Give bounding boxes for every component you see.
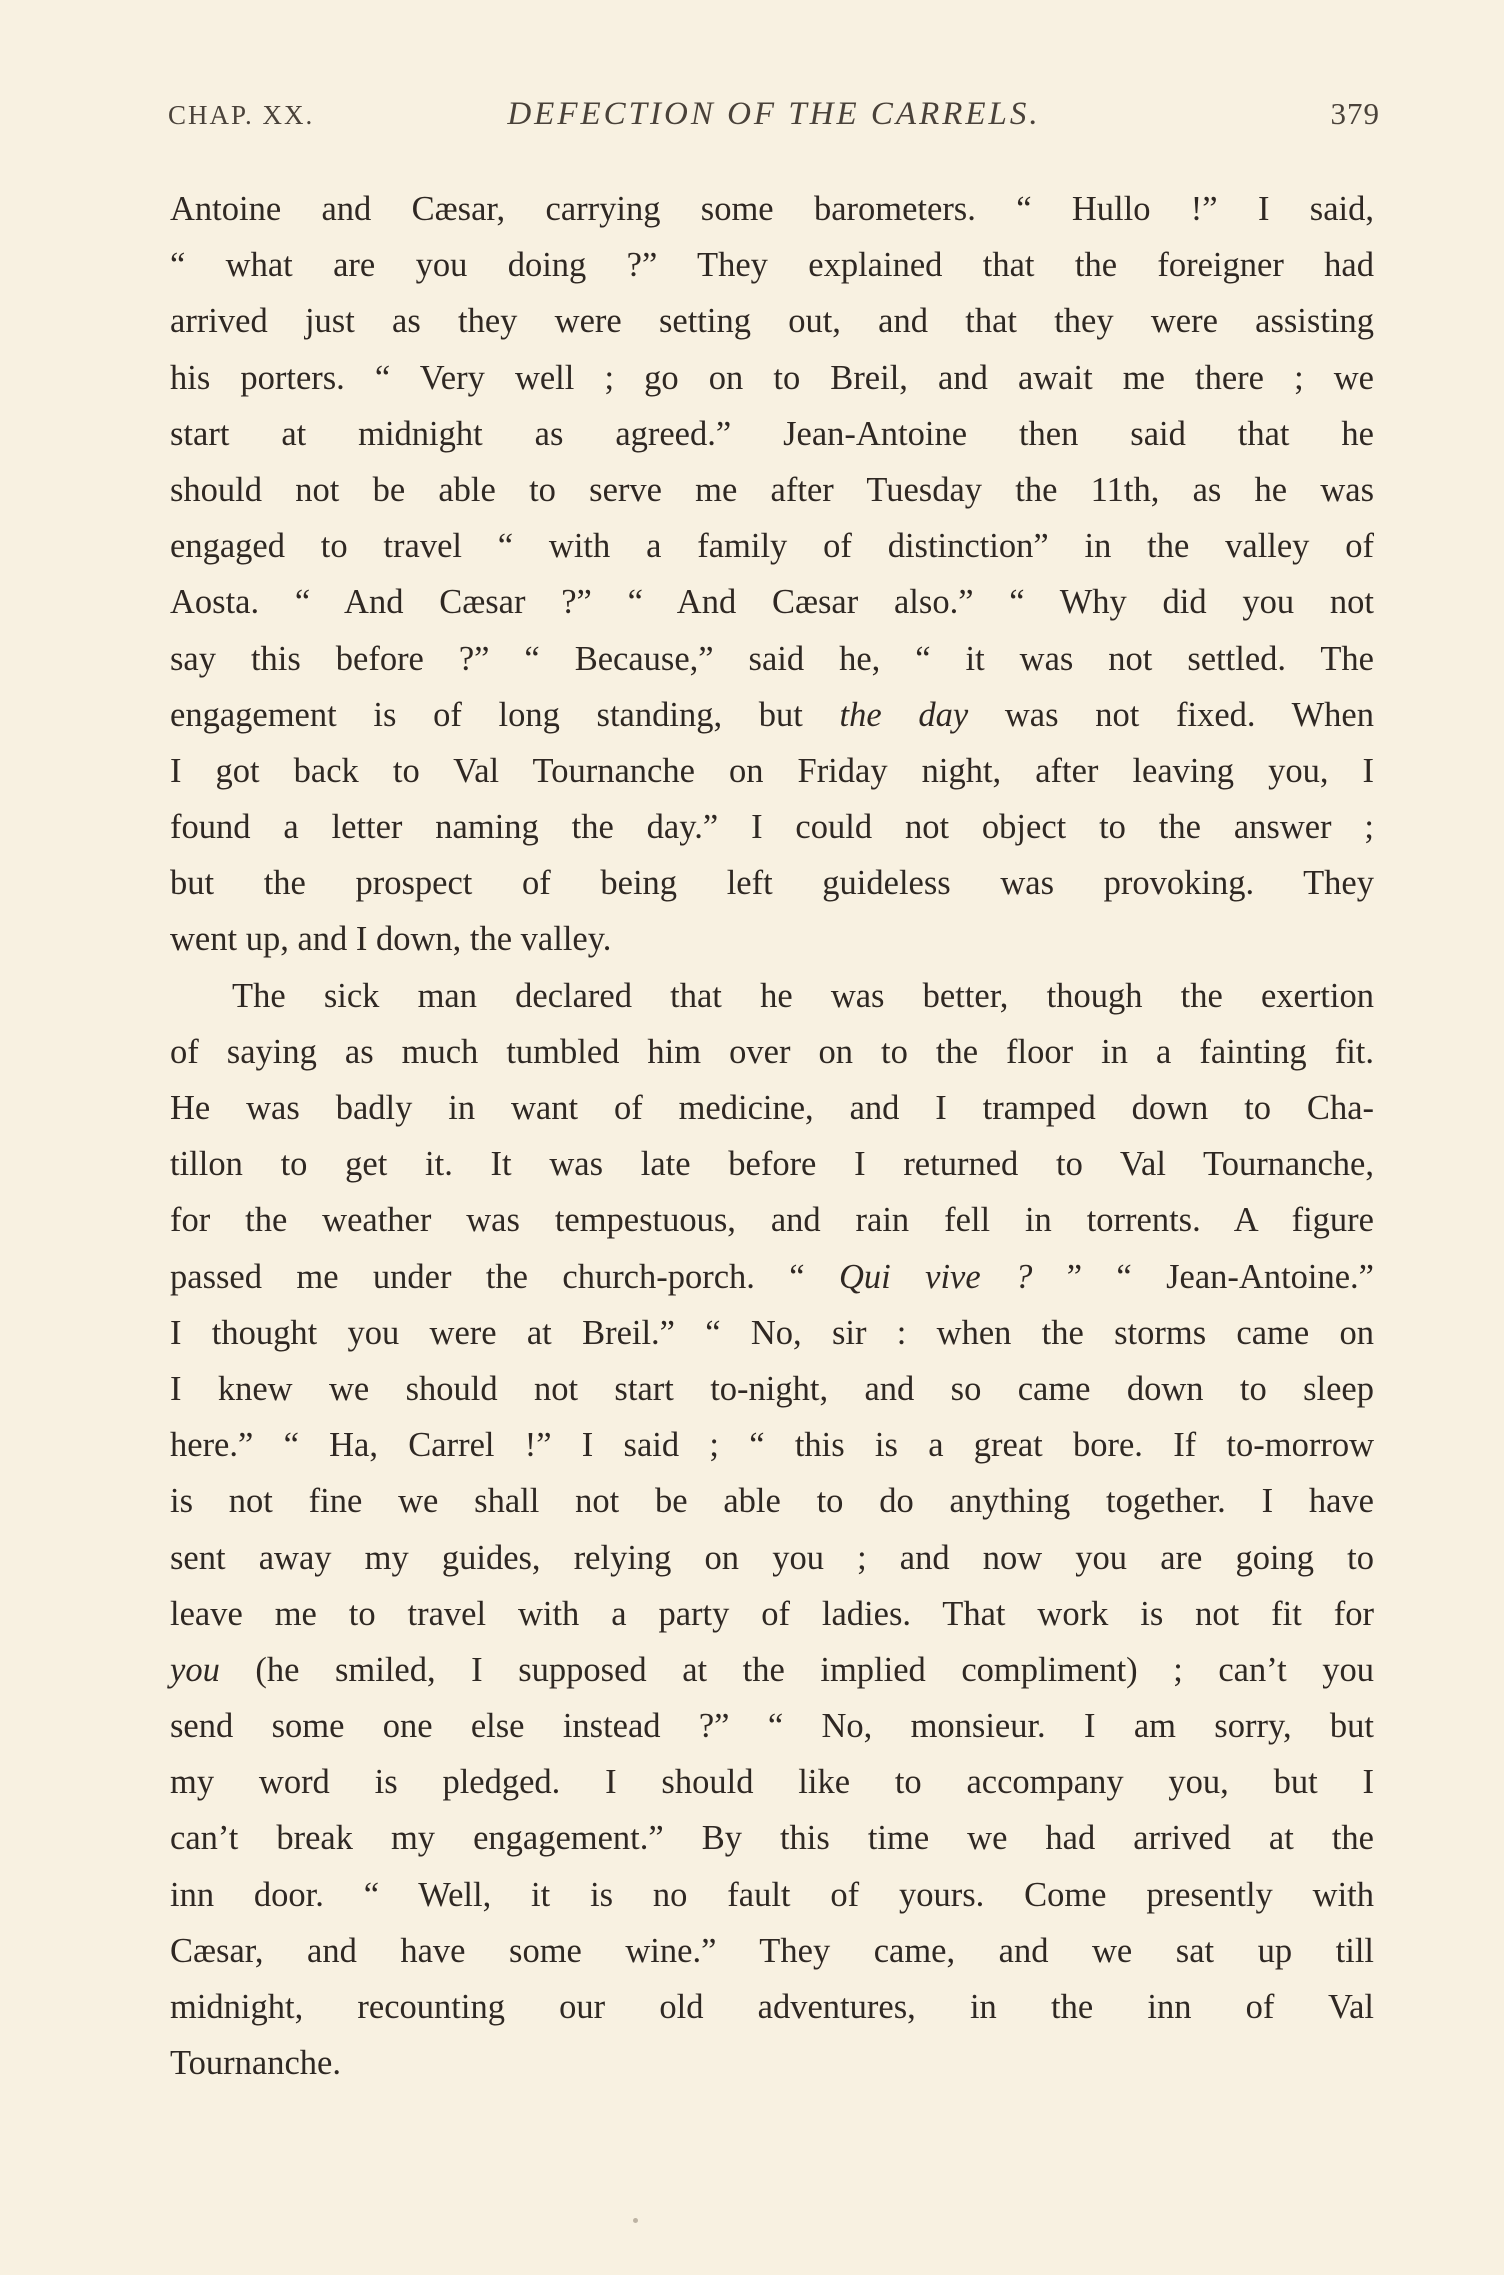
body-text xyxy=(170,181,1374,2091)
italic-text: Qui vive ? xyxy=(839,1257,1033,1296)
text-line: Antoine and Cæsar, carrying some barometers. “ Hullo !” I said, xyxy=(170,190,1374,228)
text-run: ” “ Jean-Antoine.” xyxy=(1032,1257,1374,1296)
text-line: say this before ?” “ Because,” said he, “ it was not settled. The xyxy=(170,639,1374,678)
text-line xyxy=(170,687,1374,743)
text-line: midnight, recounting our old adventures, in the inn of Val xyxy=(170,1988,1374,2026)
text-line: “ what are you doing ?” They explained that the foreigner had xyxy=(170,246,1374,285)
text-line: but the prospect of being left guideless was provoking. They xyxy=(170,864,1374,903)
text-line: engaged to travel “ with a family of distinction” in the valley of xyxy=(170,527,1374,566)
page-number: 379 xyxy=(1330,96,1380,131)
text-line: Aosta. “ And Cæsar ?” “ And Cæsar also.” “ Why did you not xyxy=(170,583,1374,622)
text-line: start at midnight as agreed.” Jean-Antoine then said that he xyxy=(170,414,1374,453)
text-line: sent away my guides, relying on you ; and now you are going to xyxy=(170,1538,1374,1577)
text-line: can’t break my engagement.” By this time we had arrived at the xyxy=(170,1819,1374,1858)
text-line: The sick man declared that he was better, though the exertion xyxy=(232,976,1374,1015)
running-head xyxy=(168,96,1380,136)
text-line xyxy=(170,1249,1374,1305)
text-run: was not fixed. When xyxy=(968,695,1374,734)
text-line: went up, and I down, the valley. xyxy=(170,920,612,959)
text-line: for the weather was tempestuous, and rain fell in torrents. A figure xyxy=(170,1201,1374,1240)
text-line: arrived just as they were setting out, and that they were assisting xyxy=(170,302,1374,341)
text-line: tillon to get it. It was late before I returned to Val Tournanche, xyxy=(170,1145,1374,1184)
text-line: here.” “ Ha, Carrel !” I said ; “ this is a great bore. If to-morrow xyxy=(170,1426,1374,1465)
text-run: engagement is of long standing, but xyxy=(170,695,840,734)
text-line: He was badly in want of medicine, and I tramped down to Cha- xyxy=(170,1089,1374,1127)
text-line: should not be able to serve me after Tuesday the 11th, as he was xyxy=(170,470,1374,509)
text-line xyxy=(170,1642,1374,1698)
text-line: I thought you were at Breil.” “ No, sir : when the storms came on xyxy=(170,1313,1374,1352)
paper-speck xyxy=(633,2218,638,2223)
text-line: found a letter naming the day.” I could not object to the answer ; xyxy=(170,808,1374,847)
text-line: I knew we should not start to-night, and so came down to sleep xyxy=(170,1369,1374,1408)
text-line: leave me to travel with a party of ladies. That work is not fit for xyxy=(170,1594,1374,1633)
chapter-label: CHAP. XX. xyxy=(168,100,315,130)
text-line: send some one else instead ?” “ No, monsieur. I am sorry, but xyxy=(170,1707,1374,1746)
text-run: passed me under the church-porch. “ xyxy=(170,1257,840,1296)
running-title: DEFECTION OF THE CARRELS. xyxy=(507,96,1041,132)
text-line: my word is pledged. I should like to accompany you, but I xyxy=(170,1763,1374,1802)
text-line: I got back to Val Tournanche on Friday night, after leaving you, I xyxy=(170,751,1374,790)
text-line: Tournanche. xyxy=(170,2044,341,2083)
text-line: of saying as much tumbled him over on to the floor in a fainting fit. xyxy=(170,1032,1374,1071)
text-run: (he smiled, I supposed at the implied compliment) ; can’t you xyxy=(219,1650,1374,1689)
text-line: his porters. “ Very well ; go on to Breil, and await me there ; we xyxy=(170,358,1374,397)
text-line: inn door. “ Well, it is no fault of yours. Come presently with xyxy=(170,1875,1374,1914)
text-line: Cæsar, and have some wine.” They came, and we sat up till xyxy=(170,1931,1374,1970)
italic-text: you xyxy=(170,1650,220,1689)
italic-text: the day xyxy=(839,695,969,734)
text-line: is not fine we shall not be able to do anything together. I have xyxy=(170,1482,1374,1521)
